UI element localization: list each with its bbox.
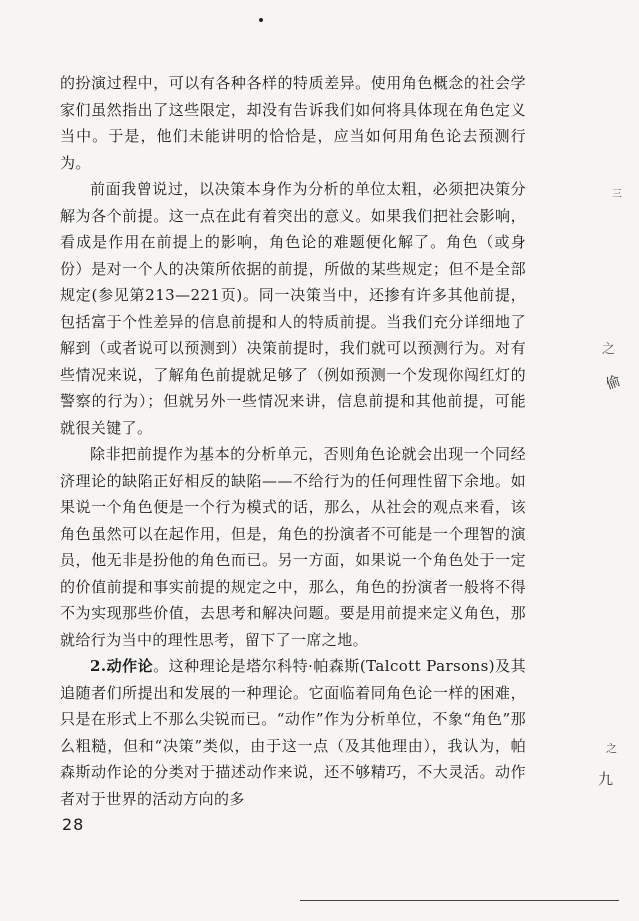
section-paragraph	[60, 653, 526, 812]
paragraph-1: 的扮演过程中，可以有各种各样的特质差异。使用角色概念的社会学家们虽然指出了这些限定，却没有告诉我们如何将具体现在角色定义当中。于是，他们未能讲明的恰恰是，应当如何用角色论去预测行为。	[60, 74, 526, 172]
body-text	[60, 70, 526, 812]
section-title: 2.动作论	[90, 657, 154, 675]
page-number: 28	[62, 815, 85, 834]
margin-mark-5: 九	[598, 770, 614, 788]
margin-mark-2: 之	[602, 342, 616, 357]
margin-mark-3: 偷	[604, 373, 623, 393]
paragraph-3: 除非把前提作为基本的分析单元，否则角色论就会出现一个同经济理论的缺陷正好相反的缺陷——不给行为的任何理性留下余地。如果说一个角色便是一个行为模式的话，那么，从社会的观点来看，该角色虽然可以在起作用，但是，角色的扮演者不可能是一个理智的演员，他无非是扮他的角色而已。另一方面，如果说一个角色处于一定的价值前提和事实前提的规定之中，那么，角色的扮演者一般将不得不为实现那些价值，去思考和解决问题。要是用前提来定义角色，那就给行为当中的理性思考，留下了一席之地。	[60, 445, 526, 649]
margin-mark-4: 之	[606, 742, 617, 755]
top-dot	[259, 18, 263, 22]
paragraph-2: 前面我曾说过，以决策本身作为分析的单位太粗，必须把决策分解为各个前提。这一点在此有着突出的意义。如果我们把社会影响，看成是作用在前提上的影响，角色论的难题便化解了。角色（或身份）是对一个人的决策所依据的前提，所做的某些规定；但不是全部规定(参见第213—221页)。同一决策当中，还掺有许多其他前提，包括富于个性差异的信息前提和人的特质前提。当我们充分详细地了解到（或者说可以预测到）决策前提时，我们就可以预测行为。对有些情况来说，了解角色前提就足够了（例如预测一个发现你闯红灯的警察的行为）；但就另外一些情况来讲，信息前提和其他前提，可能就很关键了。	[60, 180, 526, 437]
margin-mark-1: 三	[612, 189, 622, 200]
section-text: 。这种理论是塔尔科特·帕森斯(Talcott Parsons)及其追随者们所提出和发展的一种理论。它面临着同角色论一样的困难，只是在形式上不那么尖锐而已。“动作”作为分析单位，不象“角色”那么粗糙，但和“决策”类似，由于这一点（及其他理由），我认为，帕森斯动作论的分类对于描述动作来说，还不够精巧，不大灵活。动作者对于世界的活动方向的多	[60, 657, 526, 808]
bottom-rule	[300, 900, 619, 901]
